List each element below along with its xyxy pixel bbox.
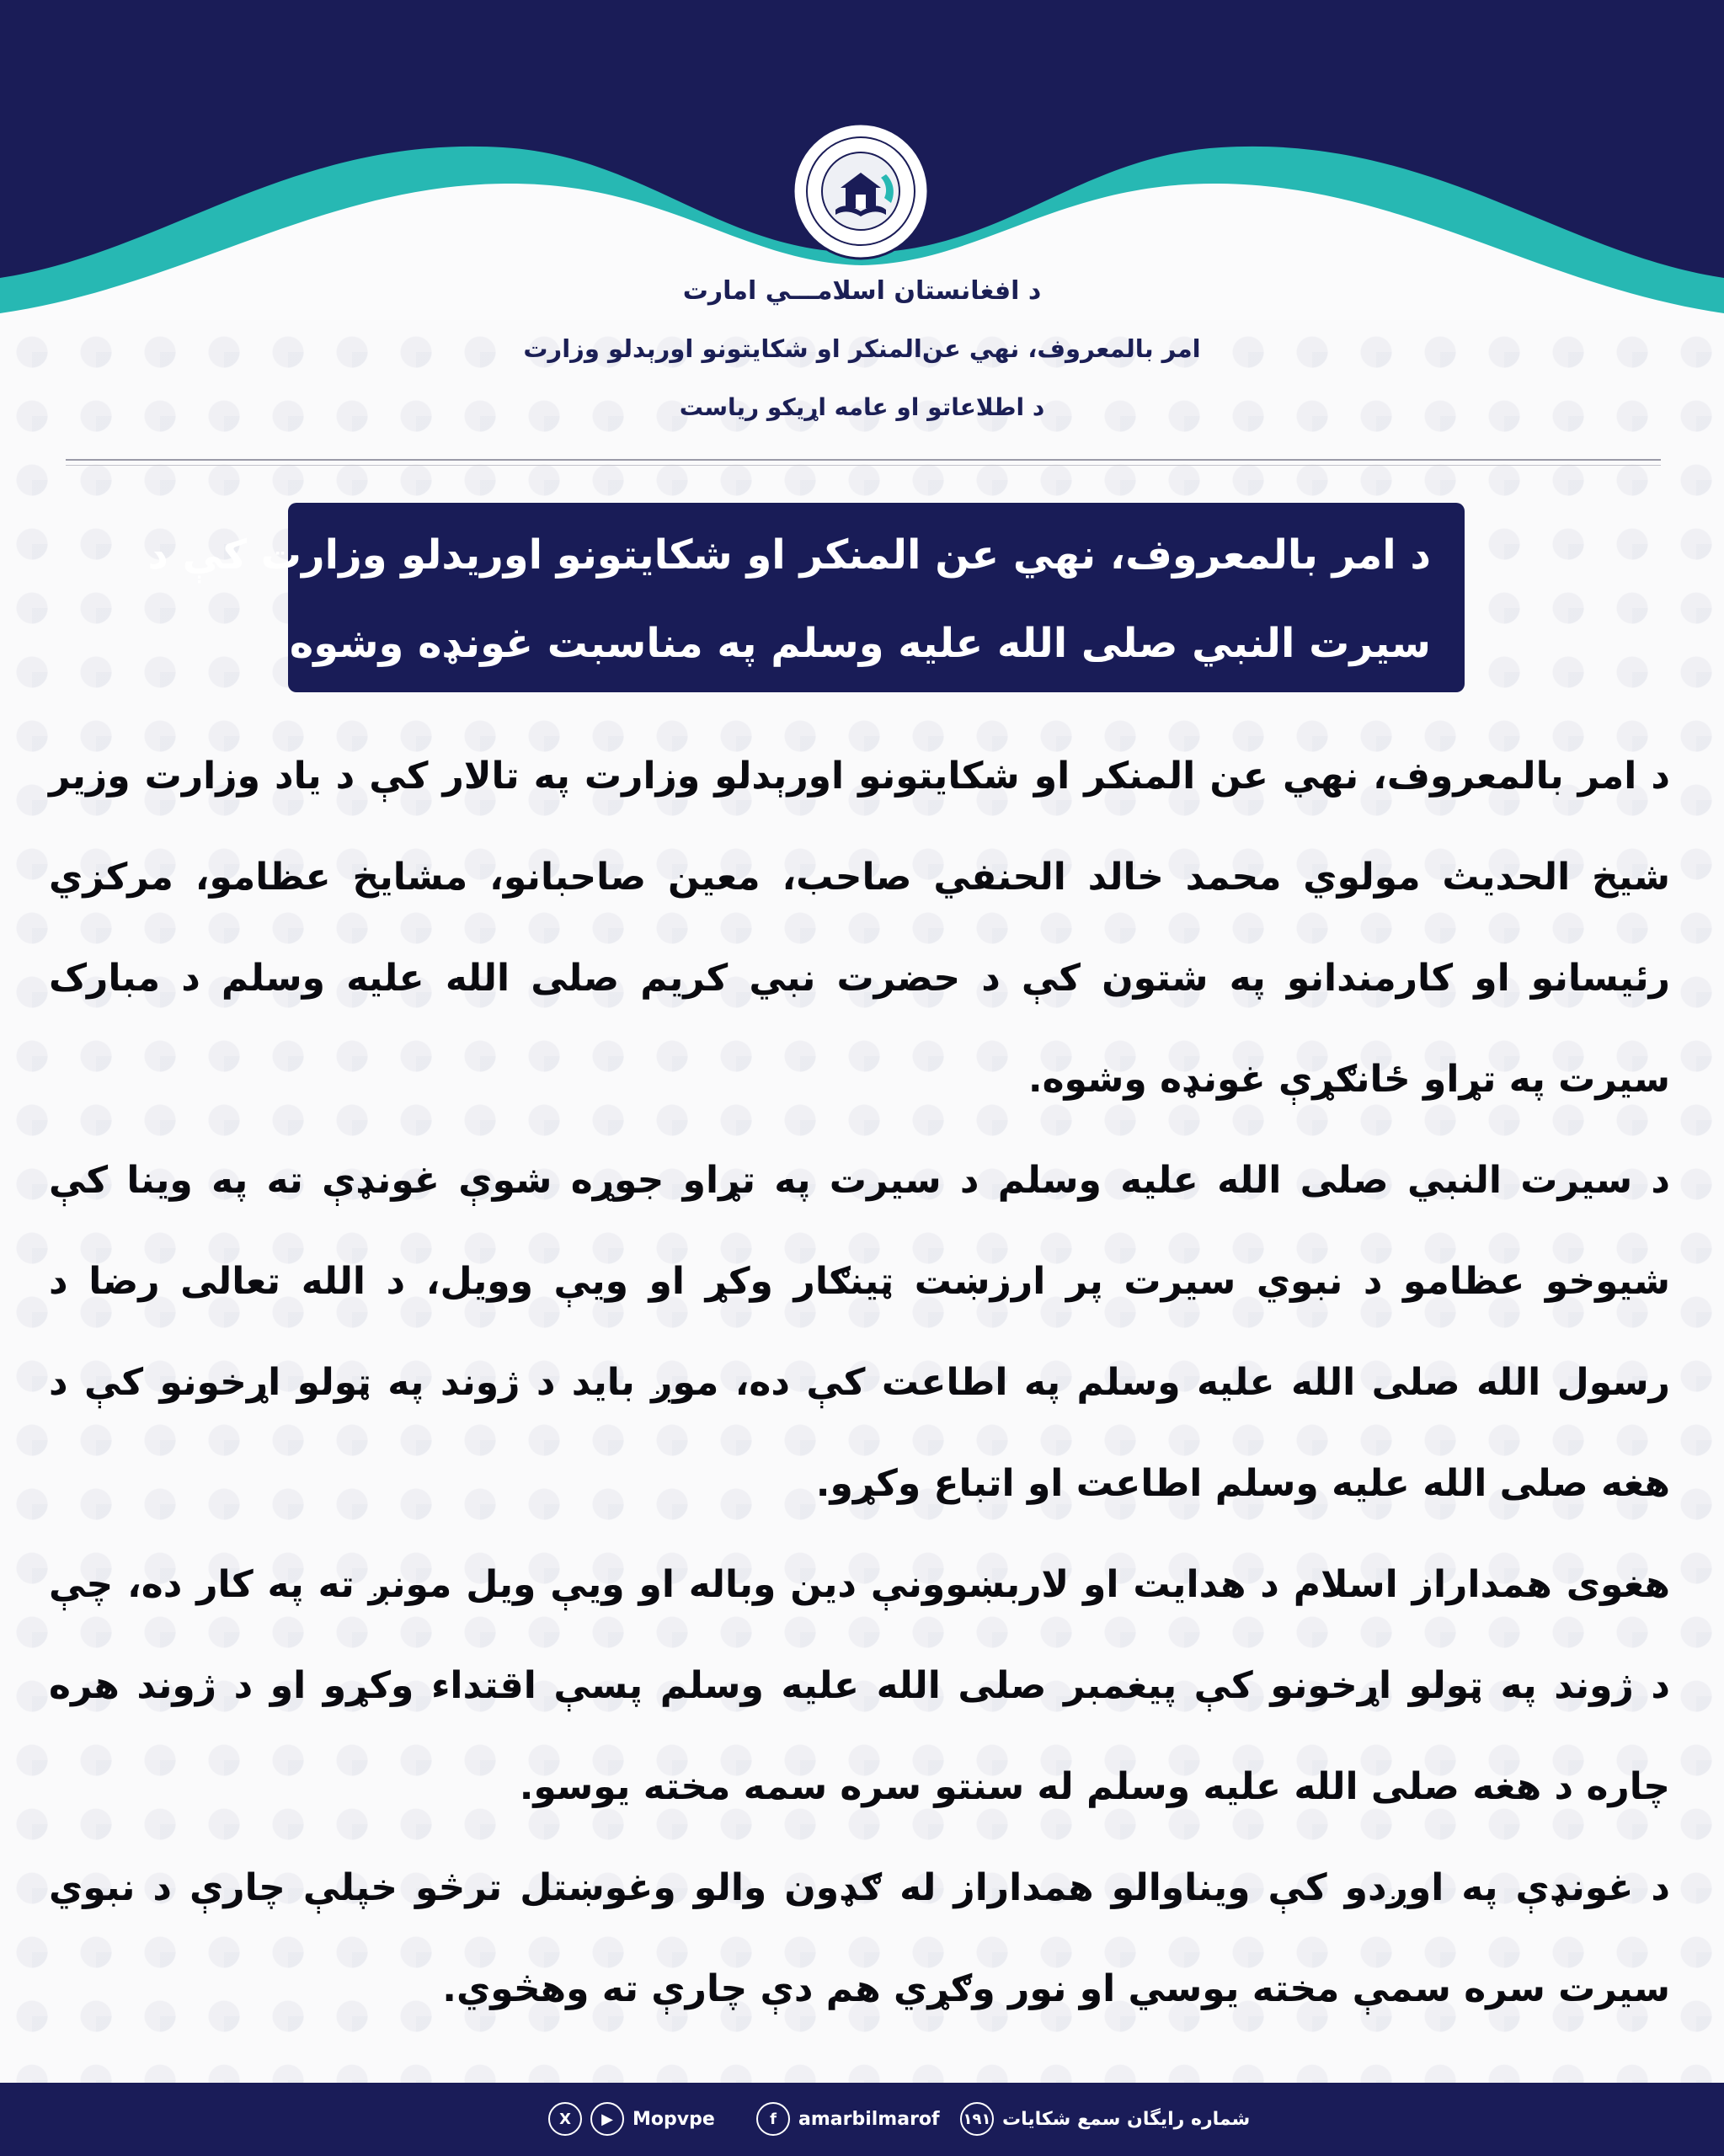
- footer-bar: [0, 2083, 1724, 2156]
- footer-hotline: [960, 2098, 1250, 2140]
- news-body: [49, 726, 1670, 2040]
- body-paragraph: د امر بالمعروف، نهي عن المنکر او شکایتونو اورېدلو وزارت په تالار کې د یاد وزارت وزیر شیخ الحدیث مولوي محمد خالد الحنفي صاحب، معین صاحبانو، مشایخ عظامو، مرکزي رئیسانو او کارمندانو په شتون کې د حضرت نبي کریم صلی الله علیه وسلم د مبارک سیرت په تړاو ځانګړې غونډه وشوه.: [49, 755, 1670, 1101]
- news-title-line-1: د امر بالمعروف، نهي عن المنكر او شكايتونو اوريدلو وزارت کې د: [147, 531, 1431, 579]
- header-ministry-name: امر بالمعروف، نهي عن‌المنکر او شکایتونو اورېدلو وزارت: [523, 334, 1201, 363]
- social-handle: Mopvpe: [632, 2108, 715, 2130]
- facebook-handle: amarbilmarof: [798, 2108, 940, 2130]
- header-emirate-name: د افغانستان اسلامـــي امارت: [682, 276, 1042, 306]
- facebook-icon: f: [756, 2102, 790, 2136]
- hotline-number: ۱۹۱: [963, 2110, 991, 2128]
- youtube-icon: ▶: [590, 2102, 624, 2136]
- header-directorate-name: د اطلاعاتو او عامه اړیکو ریاست: [679, 393, 1045, 421]
- phone-badge-icon: [960, 2102, 994, 2136]
- body-paragraph: هغوی همداراز اسلام د هدایت او لاربښوونې دین وباله او ویې ویل مونږ ته په کار ده، چې د ژوند په ټولو اړخونو کې پیغمبر صلی الله علیه وسلم پسې اقتداء وکړو او د ژوند هره چاره د هغه صلی الله علیه وسلم له سنتو سره سمه مخته یوسو.: [49, 1563, 1670, 1808]
- body-paragraph: د سیرت النبي صلی الله علیه وسلم د سیرت په تړاو جوړه شوې غونډې ته په وینا کې شیوخو عظامو د نبوي سیرت پر ارزښت ټینګار وکړ او ویې وویل، د الله تعالی رضا د رسول الله صلی الله علیه وسلم په اطاعت کې ده، موږ باید د ژوند په ټولو اړخونو کې د هغه صلی الله علیه وسلم اطاعت او اتباع وکړو.: [49, 1159, 1670, 1505]
- body-paragraph: د غونډې په اوږدو کې ویناوالو همداراز له ګډون والو وغوښتل ترڅو خپلې چارې د نبوي سیرت سره سمې مخته یوسي او نور وګړي هم دې چارې ته وهڅوي.: [49, 1866, 1670, 2010]
- hotline-label: شماره رایگان سمع شکایات: [1002, 2108, 1251, 2130]
- footer-social[interactable]: [548, 2098, 715, 2140]
- ministry-emblem-icon: [792, 122, 930, 260]
- x-icon: X: [548, 2102, 582, 2136]
- news-title-line-2: سيرت النبي صلی الله علیه وسلم په مناسبت غونډه وشوه: [289, 620, 1431, 667]
- news-title-box: [147, 503, 1465, 692]
- header-divider: [66, 459, 1661, 466]
- footer-facebook[interactable]: [756, 2098, 940, 2140]
